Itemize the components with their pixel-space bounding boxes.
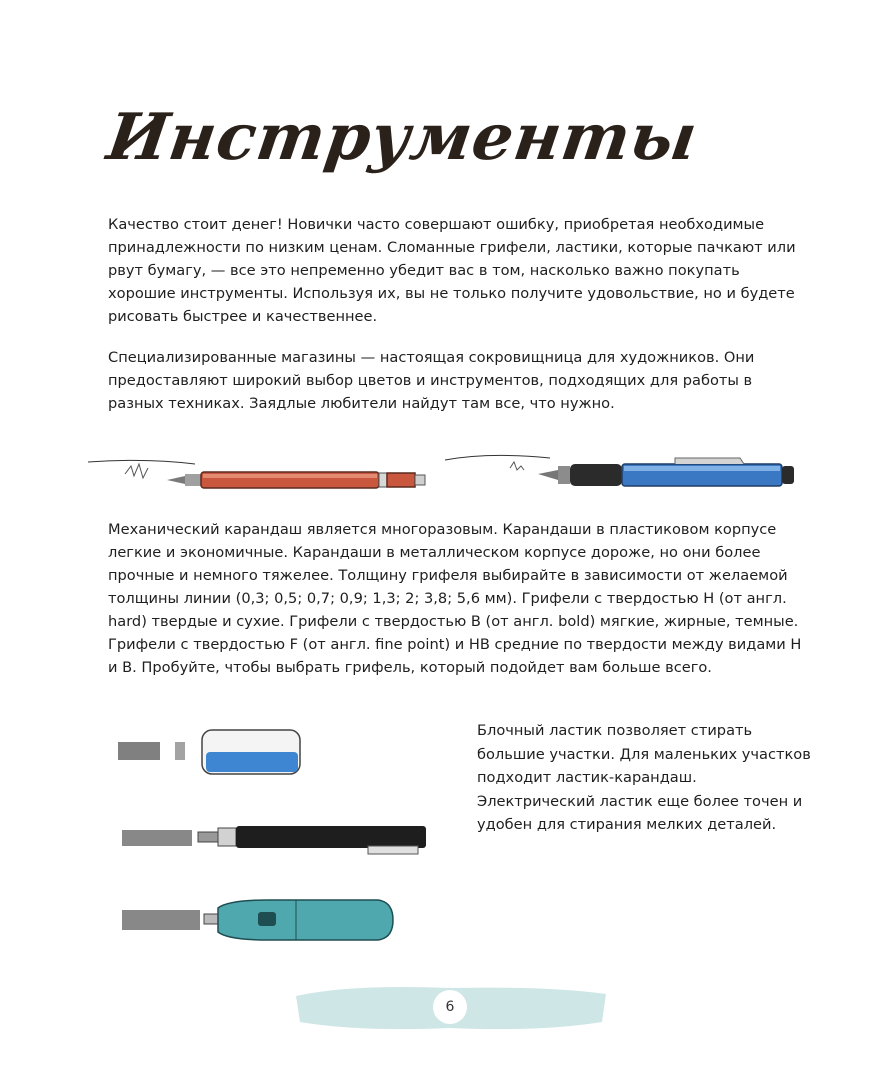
pencil-highlight xyxy=(624,466,780,471)
eraser-smudge xyxy=(122,830,192,846)
pencil-ring xyxy=(379,473,387,487)
pencil-grip xyxy=(570,464,622,486)
page-title: Инструменты xyxy=(102,100,703,175)
erasers-paragraph: Блочный ластик позволяет стирать большие участки. Для маленьких участков подходит ластик-карандаш. Электрический ластик еще более точен и удобен для стирания мелких деталей. xyxy=(477,722,811,833)
pencil-cone xyxy=(558,466,570,484)
electric-eraser-illustration xyxy=(118,892,398,952)
eraser-smudge xyxy=(122,910,200,930)
pencil-cap xyxy=(415,475,425,485)
page-number: 6 xyxy=(433,990,467,1024)
pencils-paragraph: Механический карандаш является многоразовым. Карандаши в пластиковом корпусе легкие и экономичные. Карандаши в металлическом корпусе дороже, но они более прочные и немного тяжелее. Толщину грифеля выбирайте в зависимости от желаемой толщины линии (0,3; 0,5; 0,7; 0,9; 1,3; 2; 3,8; 5,6 мм). Грифели с твердостью H (от англ. hard) твердые и сухие. Грифели с твердостью B (от англ. bold) мягкие, жирные, темные. Грифели с твердостью F (от англ. fine point) и HB средние по твердости между видами H и B. Пробуйте, чтобы выбрать грифель, который подойдет вам больше всего. xyxy=(108,521,802,676)
blue-mechanical-pencil-illustration xyxy=(440,448,800,498)
pencil-end xyxy=(387,473,415,487)
pencil-line-stroke xyxy=(445,455,550,460)
eraser-collar xyxy=(218,828,236,846)
pencil-cap xyxy=(782,466,794,484)
pencil-scribble xyxy=(510,462,524,470)
eraser-pencil-illustration xyxy=(118,818,438,863)
pencil-tip xyxy=(167,476,185,484)
eraser-body xyxy=(236,826,426,848)
eraser-sleeve xyxy=(206,752,298,772)
pencil-highlight xyxy=(203,474,377,478)
pencil-line-stroke xyxy=(88,460,195,464)
eraser-power-button xyxy=(258,912,276,926)
pencil-cone xyxy=(185,474,201,486)
block-eraser-illustration xyxy=(110,722,310,782)
eraser-tip xyxy=(198,832,218,842)
eraser-smudge-small xyxy=(175,742,185,760)
eraser-clip xyxy=(368,846,418,854)
red-mechanical-pencil-illustration xyxy=(85,452,435,497)
eraser-tip xyxy=(204,914,218,924)
pencil-tip xyxy=(538,470,558,480)
eraser-housing xyxy=(218,900,393,940)
pencil-scribble xyxy=(125,464,148,478)
shops-paragraph: Специализированные магазины — настоящая сокровищница для художников. Они предоставляют широкий выбор цветов и инструментов, подходящих для работы в разных техниках. Заядлые любители найдут там все, что нужно. xyxy=(108,349,755,412)
intro-paragraph: Качество стоит денег! Новички часто совершают ошибку, приобретая необходимые принадлежности по низким ценам. Сломанные грифели, ластики, которые пачкают или рвут бумагу, — все это непременно убедит вас в том, насколько важно покупать хорошие инструменты. Используя их, вы не только получите удовольствие, но и будете рисовать быстрее и качественнее. xyxy=(108,216,796,325)
pencil-clip xyxy=(675,458,744,464)
eraser-smudge xyxy=(118,742,160,760)
